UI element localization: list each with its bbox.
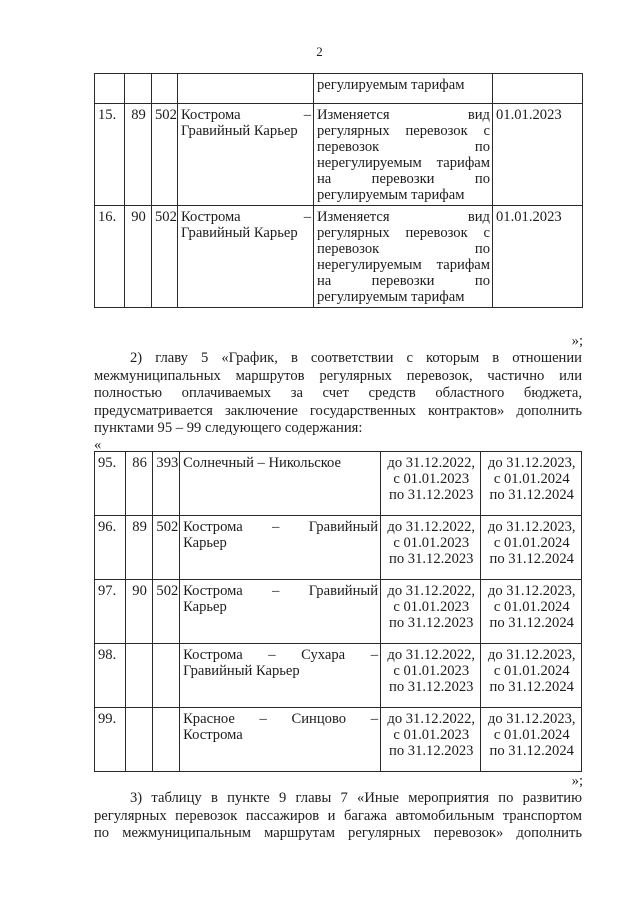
period-two-line: до 31.12.2023, [487,711,576,727]
period-one [381,644,481,708]
period-two [481,452,582,516]
route-number [125,74,152,104]
route-name-line: Кострома – Гравийный [183,583,379,599]
change-description [314,206,493,308]
table-row [95,708,582,772]
period-two-line: по 31.12.2024 [489,551,574,567]
change-description [314,74,493,104]
period-two [481,708,582,772]
period-two-line: по 31.12.2024 [489,679,574,695]
route-name-line: Кострома – Гравийный [183,519,379,535]
change-description-line: нерегулируемым тарифам [317,155,490,171]
period-two-line: до 31.12.2023, [487,647,576,663]
paragraph-line: 2) главу 5 «График, в соответствии с которым в отношении [130,350,582,366]
table-row [95,452,582,516]
closing-quote: »; [571,773,583,789]
table-row [95,516,582,580]
table-row [95,644,582,708]
period-two [481,580,582,644]
paragraph-line: полностью оплачиваемых за счет средств областного бюджета, [94,385,582,401]
period-one-line: до 31.12.2022, [387,519,476,535]
route-name [180,644,381,708]
registry-number: 502 [152,206,178,308]
change-description-line: регулируемым тарифам [317,289,465,305]
change-description-line: регулируемым тарифам [317,77,465,93]
route-name-line: Кострома – Сухара – [183,647,379,663]
route-name-line: Солнечный – Никольское [183,455,342,471]
period-one-line: до 31.12.2022, [387,455,476,471]
period-one-line: до 31.12.2022, [387,711,476,727]
route-number: 89 [125,104,152,206]
paragraph-line: 3) таблицу в пункте 9 главы 7 «Иные мероприятия по развитию [130,790,582,806]
route-name [180,580,381,644]
period-one-line: по 31.12.2023 [389,679,474,695]
change-description [314,104,493,206]
change-description-line: на перевозки по [317,171,490,187]
route-number [125,708,153,772]
change-description-line: регулярных перевозок с [317,123,490,139]
row-number: 99. [95,708,126,772]
period-one-line: с 01.01.2023 [393,471,470,487]
period-two [481,644,582,708]
change-description-line: перевозок по [317,241,490,257]
route-name-line: Кострома [183,727,243,743]
routes-change-table [94,73,583,308]
period-two-line: до 31.12.2023, [487,583,576,599]
period-one-line: по 31.12.2023 [389,487,474,503]
change-description-line: регулярных перевозок с [317,225,490,241]
period-two-line: с 01.01.2024 [493,727,570,743]
table-row [95,74,583,104]
period-two-line: по 31.12.2024 [489,615,574,631]
route-number: 90 [125,206,152,308]
period-one-line: с 01.01.2023 [393,663,470,679]
route-name-line: Гравийный Карьер [181,225,298,241]
period-one [381,580,481,644]
route-name-line: Кострома – [181,209,311,225]
row-number: 15. [95,104,125,206]
paragraph-line: по межмуниципальным маршрутам регулярных перевозок» дополнить [94,825,582,841]
period-one-line: с 01.01.2023 [393,599,470,615]
paragraph-line: регулярных перевозок пассажиров и багажа автомобильным транспортом [94,807,582,824]
route-name-line: Красное – Синцово – [183,711,379,727]
period-one [381,708,481,772]
period-two-line: до 31.12.2023, [487,455,576,471]
period-two-line: с 01.01.2024 [493,471,570,487]
route-name [180,452,381,516]
period-one-line: с 01.01.2023 [393,727,470,743]
period-one-line: по 31.12.2023 [389,551,474,567]
route-name-line: Карьер [183,535,227,551]
table-row [95,104,583,206]
change-description-line: перевозок по [317,139,490,155]
paragraph-line: предусматривается заключение государственных контрактов» дополнить [94,402,582,419]
period-one-line: до 31.12.2022, [387,647,476,663]
registry-number: 502 [153,580,180,644]
registry-number: 502 [152,104,178,206]
row-number [95,74,125,104]
route-name-line: Карьер [183,599,227,615]
effective-date [493,74,583,104]
route-name [178,104,314,206]
row-number: 97. [95,580,126,644]
change-description-line: нерегулируемым тарифам [317,257,490,273]
change-description-line: на перевозки по [317,273,490,289]
row-number: 95. [95,452,126,516]
period-two-line: по 31.12.2024 [489,743,574,759]
period-two-line: по 31.12.2024 [489,487,574,503]
paragraph-line: пунктами 95 – 99 следующего содержания: [94,420,363,436]
closing-quote: »; [571,333,583,349]
period-one-line: по 31.12.2023 [389,743,474,759]
row-number: 96. [95,516,126,580]
effective-date: 01.01.2023 [493,104,583,206]
opening-quote: « [94,437,102,453]
period-two-line: до 31.12.2023, [487,519,576,535]
registry-number [152,74,178,104]
period-one-line: до 31.12.2022, [387,583,476,599]
period-one-line: по 31.12.2023 [389,615,474,631]
paragraph-item-2 [94,350,582,438]
page-number: 2 [316,44,323,59]
route-name-line: Кострома – [181,107,311,123]
period-one [381,452,481,516]
table-row [95,206,583,308]
period-one [381,516,481,580]
registry-number: 393 [153,452,180,516]
route-number: 90 [125,580,153,644]
route-name-line: Гравийный Карьер [183,663,300,679]
paragraph-item-3 [94,790,582,843]
effective-date: 01.01.2023 [493,206,583,308]
route-number: 89 [125,516,153,580]
table-row [95,580,582,644]
route-number [125,644,153,708]
paragraph-line: межмуниципальных маршрутов регулярных перевозок, частично или [94,367,582,384]
period-one-line: с 01.01.2023 [393,535,470,551]
registry-number [153,708,180,772]
route-name [178,206,314,308]
contract-schedule-table [94,451,582,772]
registry-number: 502 [153,516,180,580]
period-two [481,516,582,580]
route-number: 86 [125,452,153,516]
route-name-line: Гравийный Карьер [181,123,298,139]
row-number: 16. [95,206,125,308]
route-name [180,516,381,580]
period-two-line: с 01.01.2024 [493,535,570,551]
route-name [180,708,381,772]
registry-number [153,644,180,708]
row-number: 98. [95,644,126,708]
period-two-line: с 01.01.2024 [493,599,570,615]
change-description-line: Изменяется вид [317,107,490,123]
change-description-line: регулируемым тарифам [317,187,465,203]
change-description-line: Изменяется вид [317,209,490,225]
route-name [178,74,314,104]
period-two-line: с 01.01.2024 [493,663,570,679]
